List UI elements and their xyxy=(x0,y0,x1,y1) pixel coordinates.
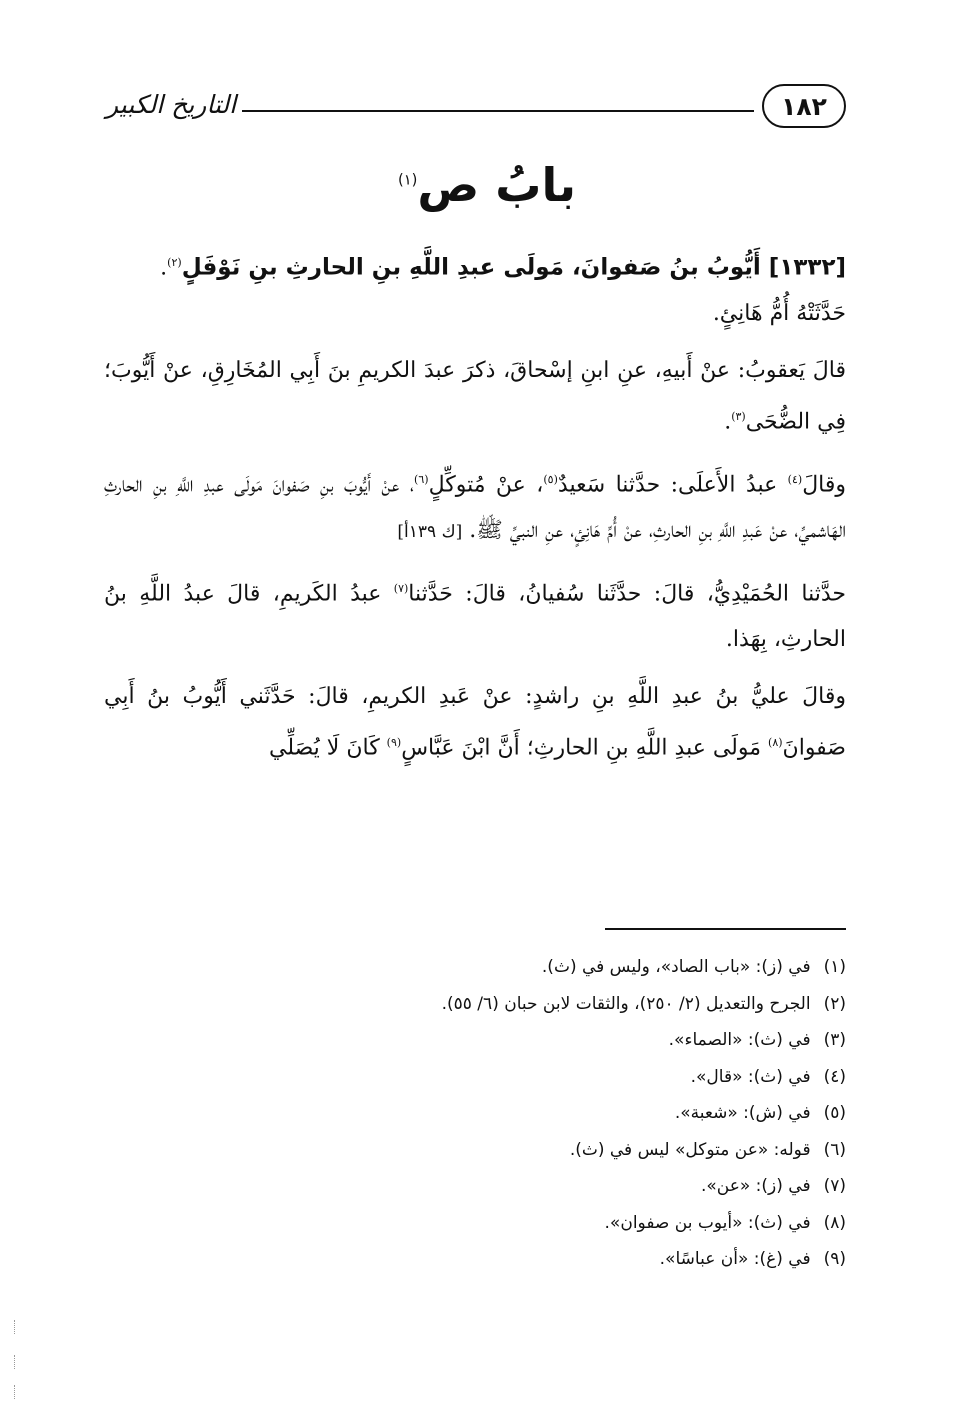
footnote-ref: (٦) xyxy=(414,472,429,486)
paragraph-text: ، عنْ أَيُّوبَ بنِ صَفوانَ مَولَى عبدِ اللَّهِ بنِ الحارثِ الهَاشميِّ، عنْ عَبدِ اللَّهِ بنِ الحارثِ، عنْ أُمِّ هَانِئٍ، عنِ النبيِّ ﷺ. xyxy=(104,471,846,543)
footnote-ref: (٨) xyxy=(768,736,783,750)
footnote-number: (٤) xyxy=(823,1066,846,1087)
footnote-text: في (ث): «قال». xyxy=(690,1066,811,1087)
entry-heading-end: . xyxy=(160,255,168,281)
page-header xyxy=(106,84,846,130)
footnote-ref: (٢) xyxy=(167,256,182,269)
paragraph-text: وقالَ xyxy=(802,471,847,497)
paragraph-text: حَدَّثَتْهُ أُمُّ هَانِئٍ. xyxy=(712,301,846,327)
paragraph xyxy=(104,348,846,445)
entry-heading: [١٣٣٢] أَيُّوبُ بنُ صَفوانَ، مَولَى عبدِ اللَّهِ بنِ الحارثِ بنِ نَوْفَلٍ xyxy=(181,254,846,281)
footnote-ref: (١) xyxy=(397,171,418,189)
main-text xyxy=(104,240,846,783)
chapter-title-text: بابُ ص xyxy=(417,158,577,212)
paragraph-text: مَولَى عبدِ اللَّهِ بنِ الحارثِ؛ أَنَّ ابْنَ عَبَّاسٍ xyxy=(401,735,769,761)
paragraph-text: كَانَ لَا يُصَلِّي xyxy=(268,735,387,761)
footnote-divider xyxy=(605,928,846,930)
manuscript-ref: [ك ١٣٩أ] xyxy=(397,521,463,542)
footnote-number: (٢) xyxy=(823,993,846,1014)
header-rule xyxy=(242,110,754,112)
scan-gutter-mark xyxy=(14,1355,15,1369)
paragraph-text: قالَ يَعقوبُ: عنْ أَبيهِ، عنِ ابنِ إسْحاقَ، ذكرَ عبدَ الكريمِ بنَ أَبِي المُخَارِقِ، عنْ أَيُّوبَ؛ فِي الضُّحَى xyxy=(104,358,846,435)
entry-heading-paragraph xyxy=(104,240,846,337)
paragraph-text: حدَّثنا الحُمَيْدِيُّ، قالَ: حدَّثَنا سُفيانُ، قالَ: حَدَّثنا xyxy=(408,581,846,607)
running-title: التاريخ الكبير xyxy=(106,90,237,119)
footnotes xyxy=(106,949,846,1278)
footnote-number: (٥) xyxy=(823,1103,846,1123)
footnote-ref: (٩) xyxy=(386,736,402,750)
footnote-text: في (ش): «شعبة». xyxy=(674,1103,811,1123)
footnote-item xyxy=(106,1022,846,1059)
footnote-item xyxy=(106,1095,846,1132)
footnote-number: (٦) xyxy=(823,1139,846,1160)
footnote-item xyxy=(106,949,846,986)
footnote-text: في (ث): «الصماء». xyxy=(668,1030,811,1050)
footnote-item xyxy=(106,1205,846,1242)
paragraph xyxy=(104,457,846,555)
paragraph-text: عبدُ الأَعلَى: حدَّثنا سَعيدٌ xyxy=(557,471,788,497)
paragraph xyxy=(104,566,846,663)
footnote-text: في (غ): «أن عباسًا». xyxy=(659,1249,811,1269)
scan-gutter-mark xyxy=(14,1320,15,1334)
footnote-text: في (ث): «أيوب بن صفوان». xyxy=(604,1212,811,1233)
chapter-title xyxy=(0,158,974,212)
footnote-ref: (٥) xyxy=(543,472,558,486)
footnote-text: الجرح والتعديل (٢/ ٢٥٠)، والثقات لابن حبان (٦/ ٥٥). xyxy=(441,993,811,1014)
footnote-item xyxy=(106,1168,846,1205)
footnote-text: قوله: «عن متوكل» ليس في (ث). xyxy=(569,1139,811,1160)
footnote-text: في (ز): «باب الصاد»، وليس في (ث). xyxy=(541,957,811,977)
paragraph-text: ، عنْ مُتوكِّلٍ xyxy=(428,471,544,497)
paragraph-text: . xyxy=(724,409,732,435)
footnote-ref: (٤) xyxy=(787,472,803,486)
footnote-number: (١) xyxy=(823,957,846,977)
scan-gutter-mark xyxy=(14,1385,15,1399)
footnote-item xyxy=(106,986,846,1023)
footnote-text: في (ز): «عن». xyxy=(700,1176,811,1196)
footnote-number: (٩) xyxy=(823,1249,846,1269)
page-number: ١٨٢ xyxy=(762,84,846,128)
footnote-item xyxy=(106,1132,846,1169)
footnote-number: (٨) xyxy=(823,1212,846,1233)
footnote-ref: (٣) xyxy=(731,410,746,424)
footnote-number: (٧) xyxy=(823,1176,846,1196)
paragraph-text: عبدُ الكَريمِ، قالَ عبدُ اللَّهِ بنُ الحارثِ، بِهَذا. xyxy=(104,581,846,653)
footnote-item xyxy=(106,1059,846,1096)
footnote-item xyxy=(106,1241,846,1278)
paragraph xyxy=(104,674,846,771)
footnote-ref: (٧) xyxy=(393,581,409,595)
footnote-number: (٣) xyxy=(823,1030,846,1050)
paragraph-text: وقالَ عليُّ بنُ عبدِ اللَّهِ بنِ راشدٍ: عنْ عَبدِ الكريمِ، قالَ: حَدَّثَني أَيُّوبُ بنُ أَبِي صَفوانَ xyxy=(104,684,846,761)
